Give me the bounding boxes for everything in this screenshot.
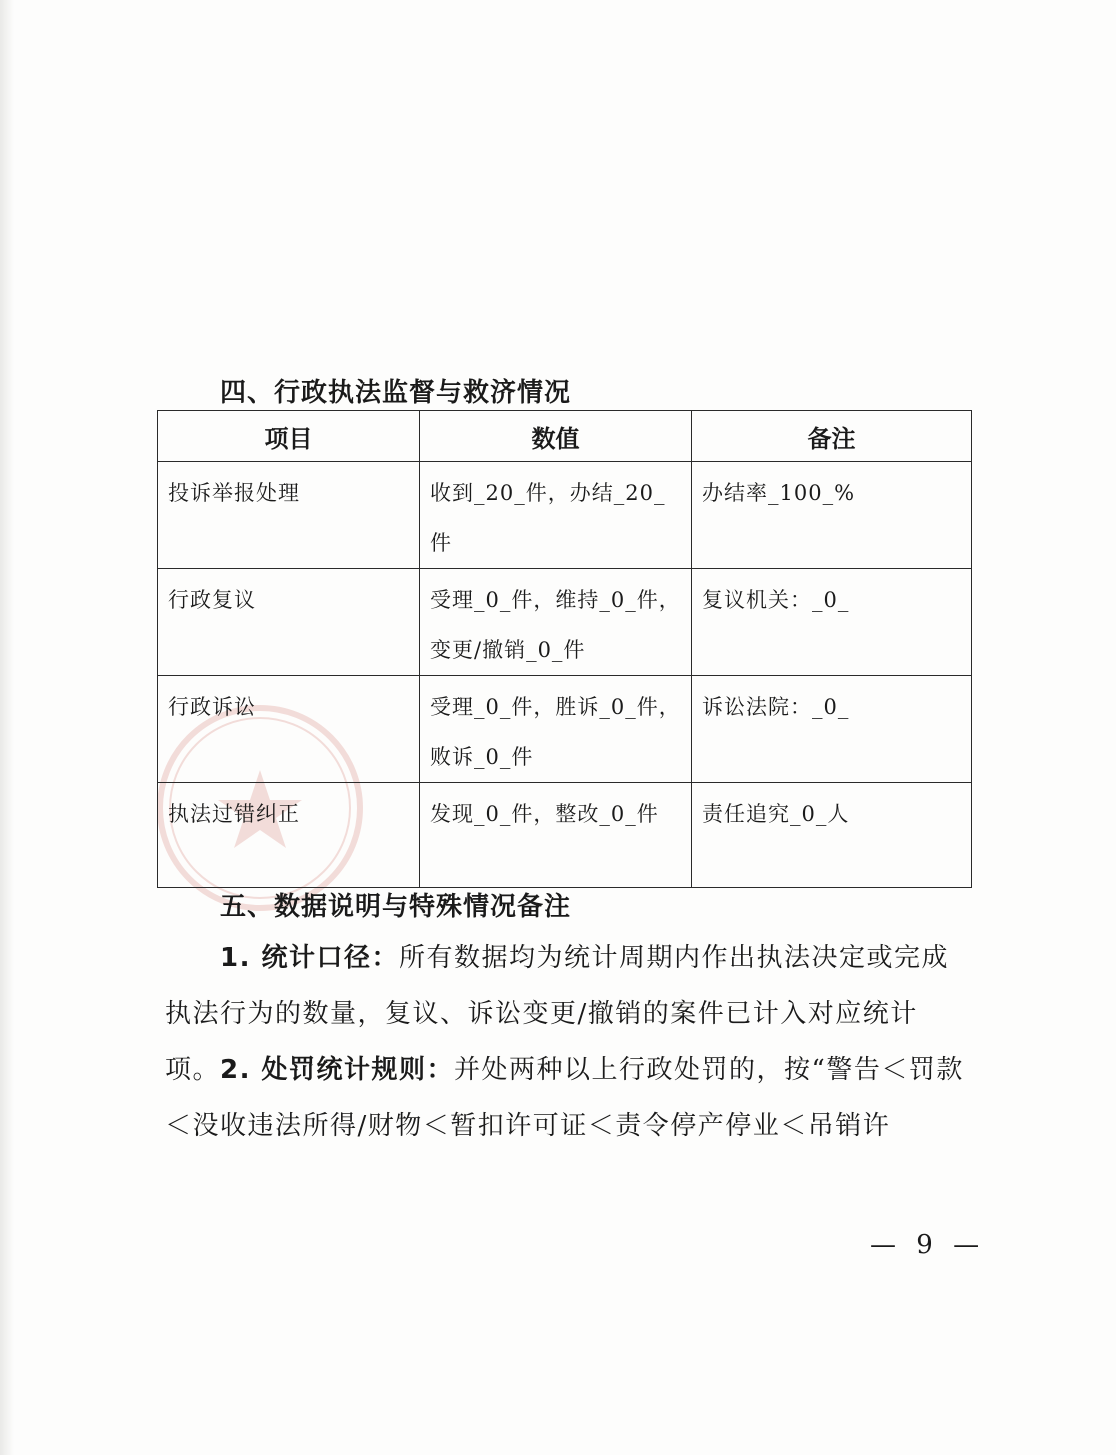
page-number: — 9 — [870,1230,986,1260]
cell-item: 行政复议 [158,569,420,676]
header-note: 备注 [692,411,972,462]
table-header-row [158,411,972,462]
cell-value: 收到_20_件，办结_20_件 [420,462,692,569]
paragraph-lead: 2. 处罚统计规则： [220,1055,455,1085]
table-row [158,462,972,569]
cell-note: 办结率_100_% [692,462,972,569]
cell-note: 复议机关：_0_ [692,569,972,676]
header-value: 数值 [420,411,692,462]
cell-value: 受理_0_件，胜诉_0_件，败诉_0_件 [420,676,692,783]
cell-note: 诉讼法院：_0_ [692,676,972,783]
cell-item: 行政诉讼 [158,676,420,783]
section-5-title: 五、数据说明与特殊情况备注 [220,892,572,922]
scan-edge-shadow [0,0,14,1455]
paragraph-text: 所有数据均为统计周期内作出执法决定或完成执法行为的数量，复议、诉讼变更/撤销的案件已计入对应统计项。 [165,943,950,1085]
header-item: 项目 [158,411,420,462]
cell-note: 责任追究_0_人 [692,783,972,888]
cell-value: 受理_0_件，维持_0_件，变更/撤销_0_件 [420,569,692,676]
paragraph-penalty-rules [165,1042,965,1154]
paragraph-lead: 1. 统计口径： [220,943,400,973]
cell-value: 发现_0_件，整改_0_件 [420,783,692,888]
table-row [158,783,972,888]
cell-item: 投诉举报处理 [158,462,420,569]
table-row [158,676,972,783]
paragraph-text: 并处两种以上行政处罚的，按“警告＜罚款＜没收违法所得/财物＜暂扣许可证＜责令停产停业＜吊销许 [165,1055,964,1141]
section-4-title: 四、行政执法监督与救济情况 [220,378,572,408]
cell-item: 执法过错纠正 [158,783,420,888]
table-row [158,569,972,676]
supervision-table [157,410,972,888]
